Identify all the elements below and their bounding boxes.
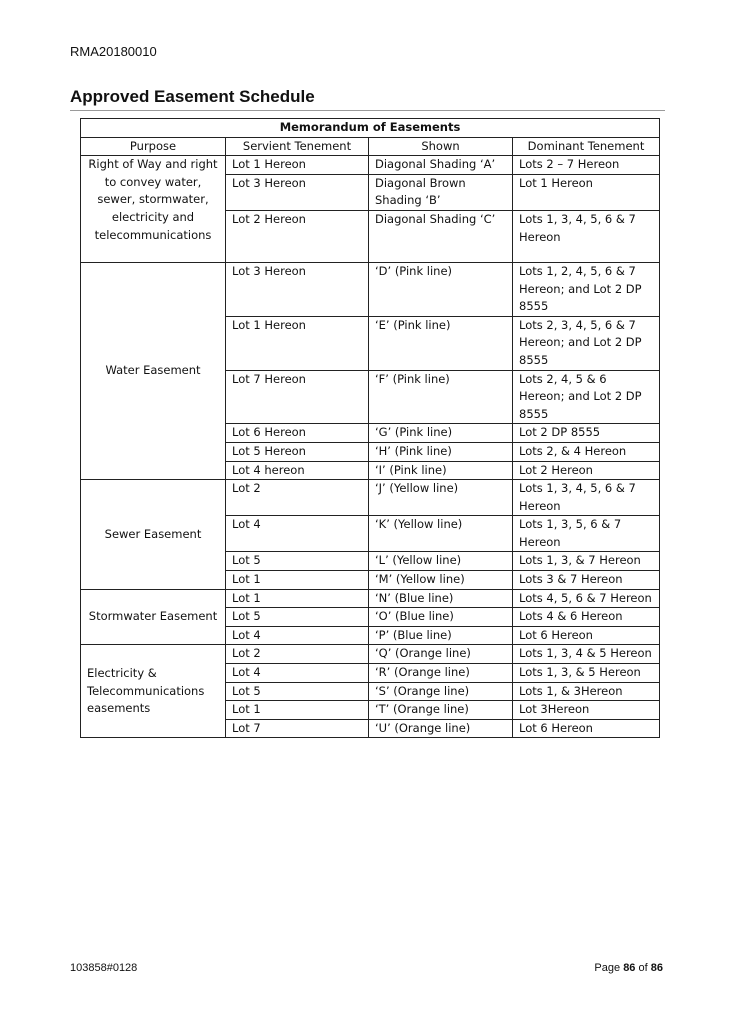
shown-cell: ‘F’ (Pink line)	[369, 370, 513, 424]
table-title-row	[81, 119, 660, 138]
shown-cell: ‘E’ (Pink line)	[369, 316, 513, 370]
servient-cell: Lot 1 Hereon	[226, 156, 369, 175]
dominant-cell: Lots 2, 3, 4, 5, 6 & 7 Hereon; and Lot 2 DP 8555	[513, 316, 660, 370]
servient-cell: Lot 5	[226, 608, 369, 627]
shown-cell: ‘K’ (Yellow line)	[369, 516, 513, 552]
servient-cell: Lot 4	[226, 516, 369, 552]
dominant-cell: Lot 1 Hereon	[513, 174, 660, 210]
servient-cell: Lot 7 Hereon	[226, 370, 369, 424]
servient-cell: Lot 5 Hereon	[226, 442, 369, 461]
table-row	[81, 156, 660, 175]
page-title: Approved Easement Schedule	[70, 87, 665, 111]
dominant-cell: Lots 4, 5, 6 & 7 Hereon	[513, 589, 660, 608]
purpose-cell: Water Easement	[81, 262, 226, 479]
servient-cell: Lot 1	[226, 701, 369, 720]
dominant-cell: Lots 1, 3, 4, 5, 6 & 7 Hereon	[513, 480, 660, 516]
shown-cell: ‘J’ (Yellow line)	[369, 480, 513, 516]
shown-cell: ‘R’ (Orange line)	[369, 664, 513, 683]
servient-cell: Lot 4 hereon	[226, 461, 369, 480]
purpose-cell: Electricity & Telecommunications easements	[81, 645, 226, 738]
servient-cell: Lot 1	[226, 589, 369, 608]
shown-cell: Diagonal Brown Shading ‘B’	[369, 174, 513, 210]
purpose-cell: Right of Way and right to convey water, sewer, stormwater, electricity and telecommunications	[81, 156, 226, 263]
shown-cell: ‘U’ (Orange line)	[369, 719, 513, 738]
dominant-cell: Lots 2, 4, 5 & 6 Hereon; and Lot 2 DP 8555	[513, 370, 660, 424]
dominant-cell: Lots 1, 3, 4 & 5 Hereon	[513, 645, 660, 664]
shown-cell: ‘O’ (Blue line)	[369, 608, 513, 627]
dominant-cell: Lots 2, & 4 Hereon	[513, 442, 660, 461]
document-reference: RMA20180010	[70, 44, 157, 59]
dominant-cell: Lots 4 & 6 Hereon	[513, 608, 660, 627]
table-row	[81, 645, 660, 664]
servient-cell: Lot 3 Hereon	[226, 262, 369, 316]
servient-cell: Lot 4	[226, 626, 369, 645]
purpose-cell: Stormwater Easement	[81, 589, 226, 645]
page-current: 86	[623, 962, 636, 974]
servient-cell: Lot 6 Hereon	[226, 424, 369, 443]
dominant-cell: Lot 3Hereon	[513, 701, 660, 720]
dominant-cell: Lots 1, 3, 5, 6 & 7 Hereon	[513, 516, 660, 552]
page-of: of	[638, 962, 648, 974]
table-row	[81, 262, 660, 316]
header-servient: Servient Tenement	[226, 137, 369, 156]
servient-cell: Lot 1	[226, 571, 369, 590]
shown-cell: Diagonal Shading ‘A’	[369, 156, 513, 175]
servient-cell: Lot 1 Hereon	[226, 316, 369, 370]
shown-cell: ‘G’ (Pink line)	[369, 424, 513, 443]
page-total: 86	[650, 962, 663, 974]
table-row	[81, 589, 660, 608]
servient-cell: Lot 3 Hereon	[226, 174, 369, 210]
servient-cell: Lot 7	[226, 719, 369, 738]
shown-cell: ‘L’ (Yellow line)	[369, 552, 513, 571]
dominant-cell: Lot 2 DP 8555	[513, 424, 660, 443]
dominant-cell: Lot 6 Hereon	[513, 626, 660, 645]
shown-cell: ‘N’ (Blue line)	[369, 589, 513, 608]
dominant-cell: Lots 1, 3, & 5 Hereon	[513, 664, 660, 683]
shown-cell: ‘M’ (Yellow line)	[369, 571, 513, 590]
dominant-cell: Lot 6 Hereon	[513, 719, 660, 738]
shown-cell: ‘T’ (Orange line)	[369, 701, 513, 720]
table-row	[81, 480, 660, 516]
shown-cell: ‘D’ (Pink line)	[369, 262, 513, 316]
table-header-row	[81, 137, 660, 156]
servient-cell: Lot 4	[226, 664, 369, 683]
dominant-cell: Lot 2 Hereon	[513, 461, 660, 480]
dominant-cell: Lots 2 – 7 Hereon	[513, 156, 660, 175]
table-title: Memorandum of Easements	[81, 119, 660, 138]
easement-table	[80, 118, 660, 738]
footer-page-number	[594, 962, 663, 974]
servient-cell: Lot 5	[226, 682, 369, 701]
header-dominant: Dominant Tenement	[513, 137, 660, 156]
purpose-cell: Sewer Easement	[81, 480, 226, 590]
dominant-cell: Lots 1, 3, & 7 Hereon	[513, 552, 660, 571]
shown-cell: ‘S’ (Orange line)	[369, 682, 513, 701]
dominant-cell: Lots 1, 3, 4, 5, 6 & 7 Hereon	[513, 210, 660, 262]
servient-cell: Lot 2 Hereon	[226, 210, 369, 262]
header-purpose: Purpose	[81, 137, 226, 156]
header-shown: Shown	[369, 137, 513, 156]
shown-cell: ‘I’ (Pink line)	[369, 461, 513, 480]
shown-cell: ‘Q’ (Orange line)	[369, 645, 513, 664]
footer-doc-id: 103858#0128	[70, 962, 138, 974]
servient-cell: Lot 5	[226, 552, 369, 571]
dominant-cell: Lots 1, & 3Hereon	[513, 682, 660, 701]
shown-cell: Diagonal Shading ‘C’	[369, 210, 513, 262]
dominant-cell: Lots 3 & 7 Hereon	[513, 571, 660, 590]
page-prefix: Page	[594, 962, 621, 974]
servient-cell: Lot 2	[226, 645, 369, 664]
servient-cell: Lot 2	[226, 480, 369, 516]
shown-cell: ‘H’ (Pink line)	[369, 442, 513, 461]
dominant-cell: Lots 1, 2, 4, 5, 6 & 7 Hereon; and Lot 2 DP 8555	[513, 262, 660, 316]
shown-cell: ‘P’ (Blue line)	[369, 626, 513, 645]
